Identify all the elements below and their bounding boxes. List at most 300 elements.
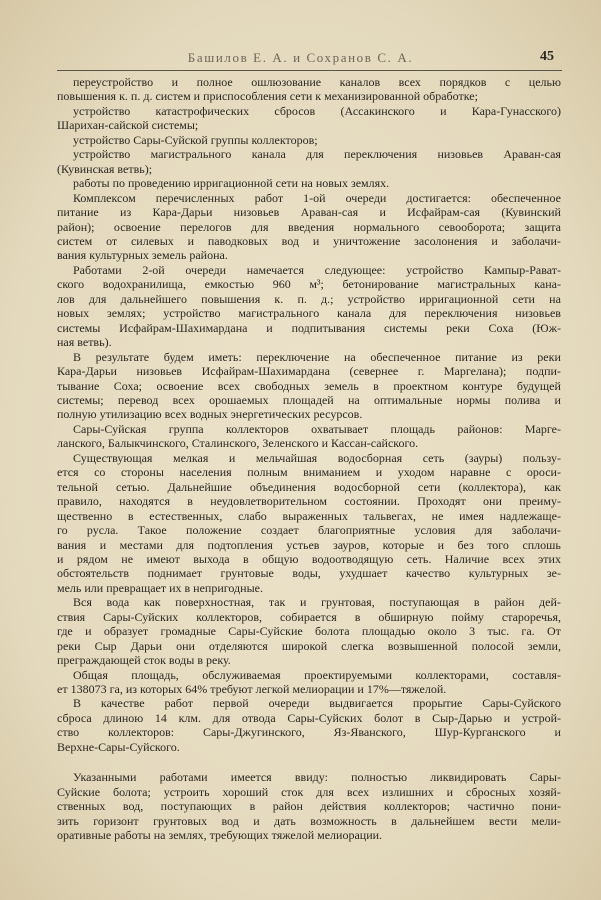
- word: коллекторов: [226, 421, 289, 436]
- word: контуре: [462, 378, 503, 393]
- text-line: [57, 799, 561, 813]
- word: полное: [196, 75, 233, 89]
- word: лов: [57, 291, 75, 306]
- word: того: [487, 537, 509, 552]
- word: поверхностная,: [175, 595, 255, 610]
- word: в: [391, 813, 397, 828]
- word: правило,: [57, 494, 102, 509]
- word: из: [511, 349, 523, 364]
- word: Сары-Суйская: [73, 421, 147, 436]
- word: следующее:: [324, 262, 386, 277]
- word: горизонт: [93, 813, 139, 828]
- text-line: ная ветвь).: [57, 335, 112, 350]
- word: работ: [254, 190, 284, 205]
- text-line: [57, 639, 561, 653]
- word: дальнейшего: [120, 291, 187, 306]
- word: Сары-Суйских: [103, 609, 179, 624]
- word: сеть: [422, 450, 445, 465]
- word: полным: [247, 465, 288, 480]
- text-line: Верхне-Сары-Суйского.: [57, 739, 180, 754]
- text-line: [57, 451, 561, 465]
- word: щественно: [57, 508, 113, 523]
- word: с: [504, 75, 511, 89]
- word: обширную: [378, 609, 434, 624]
- word: всех: [502, 551, 525, 566]
- word: реки: [446, 320, 470, 335]
- text-line: [57, 364, 561, 378]
- word: систем: [57, 233, 93, 248]
- word: Суйские: [57, 784, 101, 799]
- word: Дальнейшие: [167, 479, 232, 494]
- word: достигается:: [406, 190, 471, 205]
- word: катастрофических: [155, 103, 250, 118]
- word: га.: [521, 624, 535, 639]
- word: для: [212, 710, 231, 725]
- word: грунтовых: [153, 813, 208, 828]
- text-line: [57, 393, 561, 407]
- text-line: [57, 191, 561, 205]
- word: защита: [524, 219, 561, 234]
- word: ввиду:: [294, 770, 328, 785]
- word: емкостью: [204, 277, 255, 292]
- word: имеют: [146, 551, 180, 566]
- paragraph: [57, 104, 561, 133]
- word: перевод: [117, 392, 159, 407]
- word: имеется: [230, 770, 272, 785]
- word: иметь:: [208, 349, 242, 364]
- word: клм.: [178, 710, 201, 725]
- word: канала: [251, 147, 286, 162]
- word: из: [120, 205, 132, 220]
- word: обеспеченное: [490, 190, 561, 205]
- word: преиму-: [519, 494, 561, 509]
- word: положение: [186, 523, 242, 538]
- word: отделяются: [208, 638, 268, 653]
- word: общую: [262, 551, 299, 566]
- word: землях;: [106, 306, 146, 321]
- word: бетонирование: [342, 277, 419, 292]
- paragraph: [57, 770, 561, 842]
- word: всех: [217, 378, 241, 393]
- word: на: [347, 392, 360, 407]
- text-line: [57, 75, 561, 89]
- word: не: [121, 551, 134, 566]
- word: (коллектора),: [458, 479, 526, 494]
- word: Общая: [73, 667, 108, 682]
- word: коллекторов;: [383, 799, 450, 814]
- word: ется: [57, 465, 79, 480]
- word: системы: [383, 320, 428, 335]
- word: (Юж-: [532, 320, 561, 335]
- word: паводковых: [207, 233, 268, 248]
- word: районов:: [457, 421, 503, 436]
- word: сброса: [57, 710, 92, 725]
- text-line: мель или превращает их в непригодные.: [57, 580, 263, 595]
- word: Указанными: [73, 770, 137, 785]
- word: первой: [212, 696, 249, 711]
- word: канала: [337, 306, 372, 321]
- word: 960: [272, 277, 291, 292]
- word: повышения: [201, 291, 261, 306]
- text-line: [57, 292, 561, 306]
- word: имея: [459, 508, 484, 523]
- word: местами: [119, 537, 163, 552]
- word: действия: [320, 799, 367, 814]
- text-line: полную утилизацию всех водных энергетических ресурсов.: [57, 407, 363, 422]
- word: устройство: [406, 262, 464, 277]
- word: ствия: [57, 609, 86, 624]
- word: площадь: [390, 421, 436, 436]
- word: частично: [467, 799, 515, 814]
- word: устроить: [163, 784, 210, 799]
- word: они: [176, 638, 195, 653]
- word: Соха: [488, 320, 514, 335]
- word: Сыр-Дарью: [432, 710, 493, 725]
- paragraph: [57, 263, 561, 350]
- word: устройство: [347, 291, 405, 306]
- word: проектном: [393, 378, 448, 393]
- text-line: [57, 566, 561, 580]
- word: оптимальные: [373, 392, 443, 407]
- word: с: [506, 465, 512, 480]
- word: вод: [221, 813, 239, 828]
- word: Яз-Яванского,: [333, 725, 406, 740]
- word: на: [549, 291, 561, 306]
- word: очереди: [268, 696, 310, 711]
- word: всех: [172, 392, 195, 407]
- word: без: [457, 537, 474, 552]
- paragraph: [57, 451, 561, 596]
- word: устройство: [163, 306, 221, 321]
- word: группа: [168, 421, 204, 436]
- word: и: [187, 233, 194, 248]
- text-line: [57, 465, 561, 479]
- word: для: [316, 784, 334, 799]
- word: Сыр: [94, 638, 117, 653]
- text-line: [57, 480, 561, 494]
- word: и: [99, 537, 107, 552]
- word: переустройство: [73, 75, 154, 89]
- text-line: [57, 814, 561, 828]
- paragraph: [57, 350, 561, 422]
- word: выдвигается: [329, 696, 393, 711]
- word: воды,: [292, 566, 321, 581]
- word: ирригационной: [419, 291, 499, 306]
- running-header-authors: Башилов Е. А. и Сохранов С. А.: [187, 50, 414, 65]
- word: зе-: [546, 566, 561, 581]
- text-line: [57, 523, 561, 537]
- word: пойму: [451, 609, 484, 624]
- word: и: [57, 551, 64, 566]
- word: Араван-сая: [503, 147, 561, 162]
- word: староречья,: [501, 609, 561, 624]
- word: засолонения: [414, 233, 478, 248]
- word: подпитывания: [291, 320, 366, 335]
- word: зить: [57, 813, 79, 828]
- text-line: [57, 234, 561, 248]
- word: сбросных: [466, 784, 516, 799]
- word: коллекторов,: [196, 609, 263, 624]
- word: Кара-Дарьи: [152, 205, 213, 220]
- word: устрой-: [521, 710, 561, 725]
- word: к.: [274, 291, 284, 306]
- word: состоянии.: [344, 494, 400, 509]
- text-line: [57, 379, 561, 393]
- text-line: [57, 147, 561, 161]
- word: неудовлетворительном: [210, 494, 327, 509]
- word: устройство: [73, 147, 131, 162]
- word: где: [57, 624, 73, 639]
- word: Араван-сая: [300, 205, 359, 220]
- word: сток: [281, 784, 304, 799]
- text-line: [57, 624, 561, 638]
- word: в: [414, 710, 421, 725]
- word: ороси-: [526, 465, 561, 480]
- paragraph: [57, 595, 561, 667]
- word: дать: [274, 813, 296, 828]
- text-line: устройство Сары-Суйской группы коллекторов;: [73, 132, 318, 147]
- word: В: [73, 696, 82, 711]
- word: и: [491, 233, 498, 248]
- word: поступающих: [160, 799, 233, 814]
- word: магистральных: [437, 277, 516, 292]
- text-line: [57, 668, 561, 682]
- word: м³;: [309, 277, 324, 292]
- word: площадей: [282, 392, 334, 407]
- word: Кара-Дарьи: [57, 364, 117, 379]
- word: дальнейшем: [411, 813, 475, 828]
- word: заболачи-: [511, 523, 561, 538]
- word: благоприятные: [318, 523, 396, 538]
- word: 2-ой: [142, 262, 165, 277]
- word: сети: [417, 479, 441, 494]
- text-line: вания культурных земель района.: [57, 248, 228, 263]
- word: Существующая: [73, 450, 153, 465]
- word: Маргелана);: [443, 364, 507, 379]
- word: болота;: [112, 784, 151, 799]
- word: ухудшает: [339, 566, 388, 581]
- word: в: [354, 609, 361, 624]
- word: болот: [374, 710, 404, 725]
- word: заболачи-: [511, 233, 561, 248]
- word: земли,: [527, 638, 561, 653]
- word: слегка: [341, 638, 374, 653]
- word: силевых: [130, 233, 174, 248]
- word: тельной: [57, 479, 98, 494]
- word: район: [272, 799, 303, 814]
- word: которые: [382, 537, 425, 552]
- word: переключения: [344, 147, 418, 162]
- word: будем: [163, 349, 194, 364]
- word: орошаемых: [209, 392, 269, 407]
- text-line: [57, 220, 561, 234]
- word: и: [312, 233, 320, 248]
- paragraph: [57, 75, 561, 104]
- word: они: [483, 494, 502, 509]
- word: порядков: [439, 75, 487, 89]
- word: подтопления: [207, 537, 273, 552]
- word: рядом: [76, 551, 108, 566]
- word: водоотводящую: [311, 551, 394, 566]
- word: будущей: [516, 378, 561, 393]
- word: и: [446, 784, 454, 799]
- word: и: [503, 710, 511, 725]
- word: низовьев: [136, 364, 183, 379]
- word: Проходят: [417, 494, 466, 509]
- word: результате: [95, 349, 150, 364]
- word: прорытие: [412, 696, 463, 711]
- word: вания: [57, 537, 87, 552]
- page-number: 45: [540, 49, 554, 64]
- text-line: [57, 277, 561, 291]
- word: тывание: [57, 378, 100, 393]
- word: обстоятельств: [57, 566, 130, 581]
- word: собирается: [279, 609, 337, 624]
- word: район);: [57, 219, 95, 234]
- word: качестве: [100, 696, 145, 711]
- word: слабо: [238, 508, 267, 523]
- word: этих: [538, 551, 561, 566]
- word: дей-: [539, 595, 561, 610]
- text-line: [57, 770, 561, 784]
- word: Кампыр-Рават-: [483, 262, 561, 277]
- text-line: [57, 350, 561, 364]
- word: д.;: [321, 291, 334, 306]
- word: для: [250, 219, 269, 234]
- text-line: [57, 785, 561, 799]
- text-line: оративные работы на землях, требующих тяжелой мелиорации.: [57, 828, 383, 843]
- word: и: [379, 205, 386, 220]
- word: (севернее: [349, 364, 399, 379]
- paragraph: [57, 133, 561, 147]
- text-line: [57, 595, 561, 609]
- body-text: [57, 75, 561, 843]
- word: (зауры): [464, 450, 503, 465]
- word: очереди: [345, 190, 387, 205]
- word: составля-: [512, 667, 561, 682]
- word: сеть.: [406, 551, 432, 566]
- word: создает: [260, 523, 299, 538]
- word: для: [388, 306, 407, 321]
- word: и: [440, 103, 447, 118]
- word: отвода: [241, 710, 276, 725]
- word: уходом: [397, 465, 435, 480]
- word: широкой: [281, 638, 328, 653]
- word: системы: [57, 320, 101, 335]
- word: в: [249, 799, 256, 814]
- word: длиною: [103, 710, 144, 725]
- word: населения: [179, 465, 232, 480]
- word: Наличие: [444, 551, 490, 566]
- word: новых: [57, 306, 90, 321]
- word: тальвегах,: [363, 508, 416, 523]
- word: питание: [57, 205, 99, 220]
- word: как: [544, 479, 561, 494]
- word: образует: [103, 624, 149, 639]
- word: освоение: [156, 378, 204, 393]
- word: Дарьи: [130, 638, 163, 653]
- word: обеспеченное: [370, 349, 441, 364]
- text-line: ланского, Балыкчинского, Сталинского, Зеленского и Кассан-сайского.: [57, 436, 419, 451]
- word: около: [427, 624, 457, 639]
- text-line: [57, 422, 561, 436]
- word: устьев: [286, 537, 320, 552]
- word: возвышенной: [387, 638, 458, 653]
- word: и: [300, 595, 307, 610]
- word: водосборная: [337, 450, 403, 465]
- word: введения: [287, 219, 335, 234]
- word: устройство: [73, 103, 131, 118]
- word: и: [375, 465, 383, 480]
- word: переключение: [256, 349, 330, 364]
- word: громадные: [160, 624, 216, 639]
- word: вод,: [122, 799, 144, 814]
- word: сбросов: [274, 103, 316, 118]
- word: работ: [164, 696, 194, 711]
- text-line: [57, 509, 561, 523]
- word: сетью.: [115, 479, 150, 494]
- word: русла.: [86, 523, 119, 538]
- word: освоение: [113, 219, 161, 234]
- header-rule: [57, 70, 562, 71]
- word: очереди: [185, 262, 227, 277]
- word: для: [176, 537, 195, 552]
- word: От: [547, 624, 561, 639]
- word: ликвидировать: [430, 770, 507, 785]
- word: и: [253, 813, 260, 828]
- word: намечается: [246, 262, 305, 277]
- text-line: Шарихан-сайской системы;: [57, 118, 199, 133]
- word: в: [127, 508, 134, 523]
- word: тыс.: [487, 624, 510, 639]
- word: вод: [281, 233, 300, 248]
- text-line: повышения к. п. д. систем и приспособления сети к механизированной обработке;: [57, 89, 478, 104]
- word: объединения: [249, 479, 316, 494]
- word: мели-: [531, 813, 561, 828]
- word: 14: [154, 710, 167, 725]
- word: от: [106, 233, 118, 248]
- word: находятся: [119, 494, 170, 509]
- word: перелогов: [180, 219, 232, 234]
- word: Работами: [73, 262, 122, 277]
- word: площадь,: [131, 667, 179, 682]
- word: хозяй-: [528, 784, 561, 799]
- word: ство: [57, 725, 80, 740]
- word: питание: [455, 349, 497, 364]
- paragraph: [57, 191, 561, 263]
- text-line: [57, 711, 561, 725]
- word: выраженных: [282, 508, 348, 523]
- word: в: [187, 494, 193, 509]
- word: ственных: [57, 799, 106, 814]
- word: Кара-Гунасского): [471, 103, 561, 118]
- word: ского: [57, 277, 85, 292]
- word: Сары-: [529, 770, 561, 785]
- word: культурных: [468, 566, 529, 581]
- word: стороны: [120, 465, 164, 480]
- word: вести: [488, 813, 518, 828]
- word: Комплексом: [73, 190, 136, 205]
- word: мельчайшая: [255, 450, 318, 465]
- text-line: [57, 205, 561, 219]
- word: и: [437, 537, 445, 552]
- word: выхода: [193, 551, 230, 566]
- word: переключения: [424, 306, 498, 321]
- word: (Ассакинского: [340, 103, 415, 118]
- text-line: [57, 696, 561, 710]
- word: вниманием: [303, 465, 361, 480]
- word: естественных,: [149, 508, 223, 523]
